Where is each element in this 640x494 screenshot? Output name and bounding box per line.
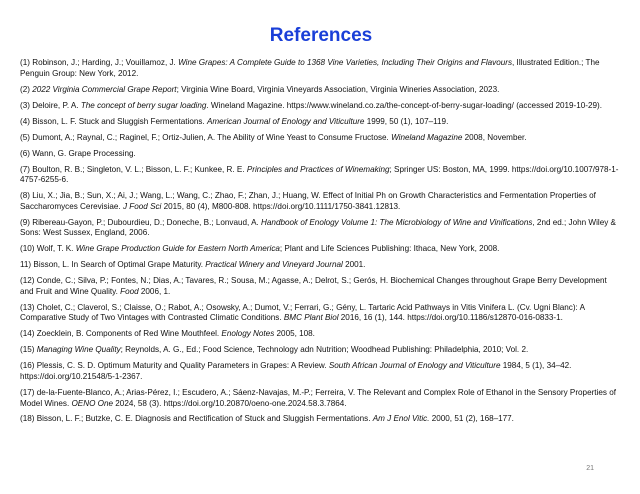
reference-item xyxy=(20,361,622,382)
reference-text: Conde, C.; Silva, P.; Fontes, N.; Dias, A.; Tavares, R.; Sousa, M.; Agasse, A.; Delrot, S.; Gerós, H. Biochemical Changes throughout Grape Berry Development and Fruit and Wine Quality. xyxy=(20,276,607,296)
reference-text: 2006, 1. xyxy=(138,286,171,296)
reference-italic: OENO One xyxy=(71,398,114,408)
reference-text: 2008, November. xyxy=(462,132,527,142)
reference-label: (17) xyxy=(20,387,35,397)
reference-label: 11) xyxy=(20,260,32,270)
reference-text: Ribereau-Gayon, P.; Dubourdieu, D.; Doneche, B.; Lonvaud, A. xyxy=(29,217,262,227)
reference-label: (18) xyxy=(20,414,35,424)
page-title: References xyxy=(269,25,373,46)
reference-text: Deloire, P. A. xyxy=(29,100,81,110)
reference-item xyxy=(20,85,622,96)
reference-italic: Wineland Magazine xyxy=(391,132,463,142)
reference-label: (7) xyxy=(20,164,30,174)
reference-italic: American Journal of Enology and Viticulture xyxy=(206,116,365,126)
reference-text: Plessis, C. S. D. Optimum Maturity and Quality Parameters in Grapes: A Review. xyxy=(34,361,329,371)
reference-text: ; Virginia Wine Board, Virginia Vineyards Association, Virginia Wineries Association, 2023. xyxy=(176,84,500,94)
reference-item xyxy=(20,218,622,239)
reference-italic: Enology Notes xyxy=(221,329,275,339)
reference-item xyxy=(20,149,622,160)
reference-label: (9) xyxy=(20,217,30,227)
reference-text: 2024, 58 (3). https://doi.org/10.20870/oeno-one.2024.58.3.7864. xyxy=(113,398,347,408)
reference-item xyxy=(20,414,622,425)
reference-text: 2016, 16 (1), 144. https://doi.org/10.1186/s12870-016-0833-1. xyxy=(338,313,563,323)
reference-italic: Am J Enol Vitic. xyxy=(372,414,430,424)
reference-text: , 2nd ed.; John Wiley & Sons: West Sussex, England, 2006. xyxy=(20,217,616,238)
reference-italic: Food xyxy=(120,286,139,296)
reference-label: (6) xyxy=(20,148,30,158)
reference-italic: 2022 Virginia Commercial Grape Report xyxy=(32,84,177,94)
reference-item xyxy=(20,260,622,271)
reference-italic: BMC Plant Biol xyxy=(283,313,339,323)
reference-italic: Managing Wine Quality xyxy=(36,345,121,355)
reference-text: Cholet, C.; Claverol, S.; Claisse, O.; Rabot, A.; Osowsky, A.; Dumot, V.; Ferrari, G.; Gény, L. Tartaric Acid Pathways in Vitis Vinifera L. (Cv. Ugni Blanc): A Comparative Study of Two Vintages with Contrasted Climatic Conditions. xyxy=(20,302,585,323)
reference-item xyxy=(20,133,622,144)
reference-list xyxy=(20,58,622,425)
reference-text: 1999, 50 (1), 107–119. xyxy=(364,116,449,126)
reference-italic: Principles and Practices of Winemaking xyxy=(246,164,390,174)
reference-text: Robinson, J.; Harding, J.; Vouillamoz, J. xyxy=(29,58,179,67)
reference-label: (3) xyxy=(20,100,30,110)
reference-item xyxy=(20,191,622,212)
reference-text: Zoecklein, B. Components of Red Wine Mouthfeel. xyxy=(34,329,222,339)
reference-item xyxy=(20,388,622,409)
reference-label: (15) xyxy=(20,345,35,355)
reference-italic: Handbook of Enology Volume 1: The Microbiology of Wine and Vinifications xyxy=(261,217,533,227)
reference-text: Bisson, L. F. Stuck and Sluggish Fermentations. xyxy=(29,116,207,126)
reference-label: (13) xyxy=(20,302,35,312)
reference-text: . Wineland Magazine. https://www.wineland.co.za/the-concept-of-berry-sugar-loading/ (accessed 2019-10-29). xyxy=(206,100,603,110)
reference-label: (12) xyxy=(20,276,35,286)
page-number: 21 xyxy=(586,465,594,472)
reference-label: (2) xyxy=(20,84,30,94)
reference-item xyxy=(20,329,622,340)
reference-text: Wann, G. Grape Processing. xyxy=(29,148,136,158)
reference-italic: Practical Winery and Vineyard Journal xyxy=(205,260,343,270)
reference-text: de-la-Fuente-Blanco, A.; Arias-Pérez, I.; Escudero, A.; Sáenz-Navajas, M.-P.; Ferreira, V. The Relevant and Complex Role of Ethanol in the Sensory Properties of Model Wines. xyxy=(20,387,616,408)
reference-text: Boulton, R. B.; Singleton, V. L.; Bisson, L. F.; Kunkee, R. E. xyxy=(29,164,247,174)
reference-text: ; Reynolds, A. G., Ed.; Food Science, Technology adn Nutrition; Woodhead Publishing: Philadelphia, 2010; Vol. 2. xyxy=(120,345,529,355)
reference-text: ; Springer US: Boston, MA, 1999. https://doi.org/10.1007/978-1-4757-6255-6. xyxy=(20,164,619,185)
reference-text: 2000, 51 (2), 168–177. xyxy=(429,414,514,424)
reference-label: (16) xyxy=(20,361,35,371)
reference-text: Wolf, T. K. xyxy=(34,244,76,254)
reference-italic: The concept of berry sugar loading xyxy=(80,100,207,110)
reference-text: 1984, 5 (1), 34–42. https://doi.org/10.21548/5-1-2367. xyxy=(20,361,572,381)
reference-text: Liu, X.; Jia, B.; Sun, X.; Ai, J.; Wang, L.; Wang, C.; Zhao, F.; Zhan, J.; Huang, W. Effect of Initial Ph on Growth Characteristics and Fermentation Properties of Saccharomyces Cerevisiae. xyxy=(20,191,596,211)
reference-text: 2015, 80 (4), M800-808. https://doi.org/10.1111/1750-3841.12813. xyxy=(161,201,401,211)
reference-item xyxy=(20,276,622,297)
reference-text: , Illustrated Edition.; The Penguin Group: New York, 2012. xyxy=(20,58,600,78)
reference-text: Dumont, A.; Raynal, C.; Raginel, F.; Ortiz-Julien, A. The Ability of Wine Yeast to Consume Fructose. xyxy=(29,132,392,142)
reference-item xyxy=(20,345,622,356)
reference-item xyxy=(20,165,622,186)
reference-item xyxy=(20,117,622,128)
reference-label: (4) xyxy=(20,116,30,126)
reference-label: (8) xyxy=(20,191,30,201)
reference-text: ; Plant and Life Sciences Publishing: Ithaca, New York, 2008. xyxy=(279,244,500,254)
reference-text: Bisson, L. F.; Butzke, C. E. Diagnosis and Rectification of Stuck and Sluggish Fermentations. xyxy=(34,414,373,424)
reference-italic: Wine Grapes: A Complete Guide to 1368 Vine Varieties, Including Their Origins and Flavours xyxy=(178,58,513,67)
reference-italic: South African Journal of Enology and Viticulture xyxy=(328,361,501,371)
reference-item xyxy=(20,101,622,112)
reference-italic: J Food Sci xyxy=(122,201,162,211)
reference-label: (10) xyxy=(20,244,35,254)
reference-label: (1) xyxy=(20,58,30,67)
reference-item xyxy=(20,244,622,255)
reference-text: 2001. xyxy=(342,260,366,270)
reference-label: (14) xyxy=(20,329,35,339)
reference-item xyxy=(20,303,622,324)
reference-text: 2005, 108. xyxy=(274,329,315,339)
reference-label: (5) xyxy=(20,132,30,142)
reference-italic: Wine Grape Production Guide for Eastern North America xyxy=(75,244,280,254)
reference-text: Bisson, L. In Search of Optimal Grape Maturity. xyxy=(31,260,206,270)
reference-item xyxy=(20,58,622,79)
